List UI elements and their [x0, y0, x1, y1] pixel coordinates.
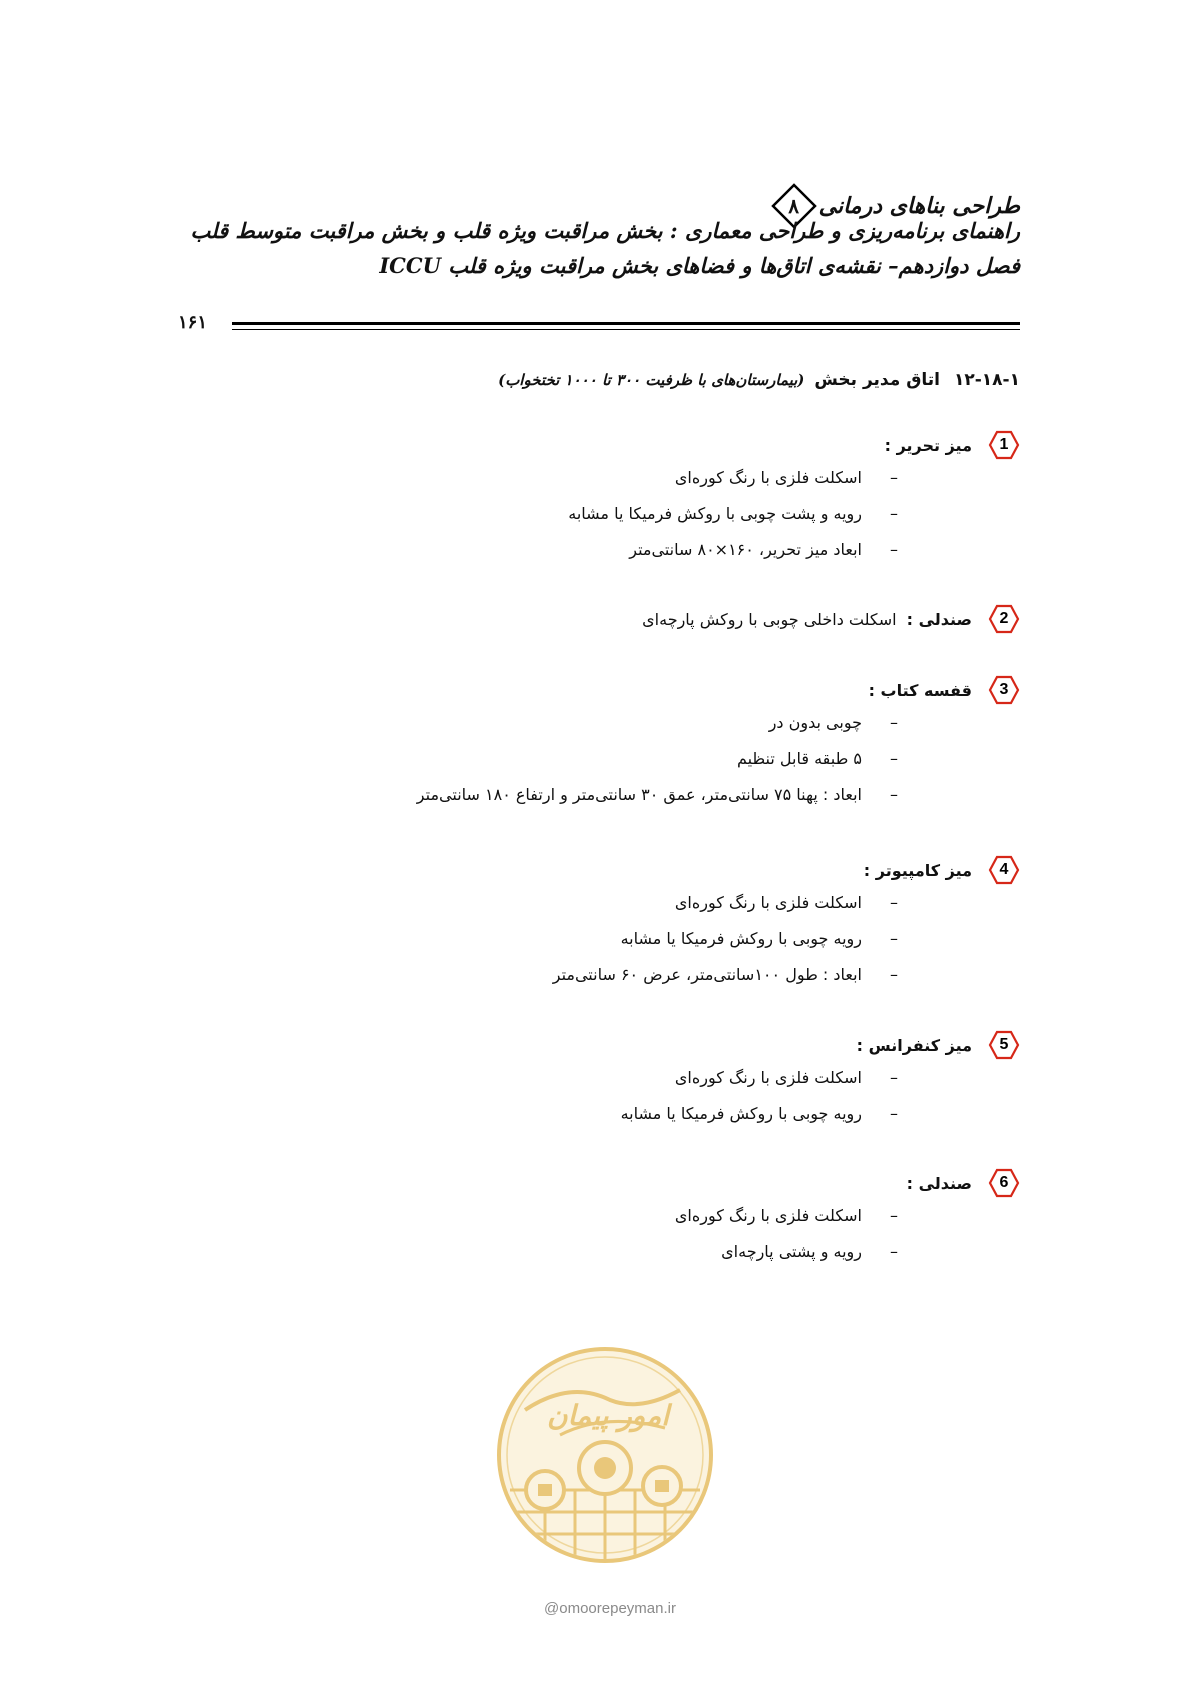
number-badge	[988, 430, 1020, 460]
bullet-dash: –	[890, 893, 898, 912]
bullet-item	[417, 741, 898, 777]
bullet-text: رویه چوبی با روکش فرمیکا یا مشابه	[620, 929, 862, 948]
item-heading	[553, 855, 1020, 885]
number-badge	[988, 1168, 1020, 1198]
badge-number: 6	[999, 1174, 1009, 1191]
bullet-dash: –	[890, 749, 898, 768]
item-bullets	[553, 885, 898, 993]
badge-number: 4	[999, 861, 1009, 878]
item-heading	[675, 1168, 1020, 1198]
bullet-dash: –	[890, 929, 898, 948]
badge-number: 3	[999, 681, 1009, 698]
bullet-dash: –	[890, 965, 898, 984]
watermark-logo	[490, 1340, 720, 1570]
bullet-item	[621, 1096, 898, 1132]
bullet-item	[417, 705, 898, 741]
furniture-item	[568, 430, 1020, 568]
bullet-text: اسکلت فلزی با رنگ کوره‌ای	[674, 1068, 862, 1087]
item-heading	[621, 1030, 1020, 1060]
furniture-item	[553, 855, 1020, 993]
bullet-item	[553, 885, 898, 921]
bullet-text: اسکلت فلزی با رنگ کوره‌ای	[674, 1206, 862, 1225]
bullet-item	[553, 921, 898, 957]
bullet-item	[417, 777, 898, 813]
item-bullets	[675, 1198, 898, 1270]
bullet-item	[675, 1234, 898, 1270]
bullet-text: اسکلت فلزی با رنگ کوره‌ای	[674, 468, 862, 487]
logo-seal-icon	[490, 1340, 720, 1570]
item-title: میز کنفرانس :	[856, 1035, 972, 1055]
bullet-item	[568, 532, 898, 568]
series-number: ۸	[788, 194, 799, 218]
bullet-dash: –	[890, 468, 898, 487]
bullet-dash: –	[890, 1104, 898, 1123]
bullet-text: ابعاد : طول ۱۰۰سانتی‌متر، عرض ۶۰ سانتی‌متر	[552, 965, 862, 984]
bullet-text: ابعاد : پهنا ۷۵ سانتی‌متر، عمق ۳۰ سانتی‌متر و ارتفاع ۱۸۰ سانتی‌متر	[416, 785, 862, 804]
page-number: ۱۶۱	[178, 312, 208, 333]
chapter-title: فصل دوازدهم– نقشه‌ی اتاق‌ها و فضاهای بخش مراقبت ویژه قلب ICCU	[379, 253, 1020, 278]
number-badge	[988, 675, 1020, 705]
item-title: میز تحریر :	[884, 435, 972, 455]
bullet-item	[553, 957, 898, 993]
item-description: اسکلت داخلی چوبی با روکش پارچه‌ای	[642, 609, 897, 629]
number-badge	[988, 1030, 1020, 1060]
logo-text: امور پیمان	[546, 1399, 670, 1432]
item-title: صندلی :	[906, 1173, 972, 1193]
item-bullets	[568, 460, 898, 568]
header-rule	[232, 322, 1020, 330]
watermark-caption: @omoorepeyman.ir	[544, 1600, 676, 1617]
bullet-text: ۵ طبقه قابل تنظیم	[736, 749, 862, 768]
bullet-dash: –	[890, 504, 898, 523]
section-number: ۱۲-۱۸-۱	[954, 370, 1020, 390]
bullet-item	[568, 496, 898, 532]
bullet-item	[621, 1060, 898, 1096]
item-bullets	[417, 705, 898, 813]
item-heading	[642, 604, 1020, 634]
item-title: صندلی :	[906, 609, 972, 629]
series-title: طراحی بناهای درمانی	[818, 193, 1020, 219]
furniture-item	[621, 1030, 1020, 1132]
bullet-dash: –	[890, 713, 898, 732]
badge-number: 2	[999, 610, 1009, 627]
header-subtitle: راهنمای برنامه‌ریزی و طراحی معماری : بخش مراقبت ویژه قلب و بخش مراقبت متوسط قلب	[190, 218, 1020, 243]
section-heading	[498, 370, 1020, 390]
furniture-item	[642, 604, 1020, 634]
bullet-item	[675, 1198, 898, 1234]
item-title: میز کامپیوتر :	[863, 860, 972, 880]
bullet-dash: –	[890, 540, 898, 559]
bullet-text: رویه چوبی با روکش فرمیکا یا مشابه	[620, 1104, 862, 1123]
bullet-text: رویه و پشت چوبی با روکش فرمیکا یا مشابه	[568, 504, 862, 523]
bullet-text: ابعاد میز تحریر، ۱۶۰×۸۰ سانتی‌متر	[629, 540, 862, 559]
bullet-dash: –	[890, 1242, 898, 1261]
bullet-dash: –	[890, 785, 898, 804]
number-badge	[988, 855, 1020, 885]
furniture-item	[417, 675, 1020, 813]
bullet-text: اسکلت فلزی با رنگ کوره‌ای	[674, 893, 862, 912]
section-note: (بیمارستان‌های با ظرفیت ۳۰۰ تا ۱۰۰۰ تختخواب)	[498, 371, 805, 389]
badge-number: 5	[999, 1036, 1009, 1053]
item-bullets	[621, 1060, 898, 1132]
item-title: قفسه کتاب :	[868, 680, 972, 700]
bullet-dash: –	[890, 1206, 898, 1225]
item-heading	[417, 675, 1020, 705]
furniture-item	[675, 1168, 1020, 1270]
bullet-dash: –	[890, 1068, 898, 1087]
bullet-item	[568, 460, 898, 496]
item-heading	[568, 430, 1020, 460]
bullet-text: چوبی بدون در	[768, 713, 862, 732]
badge-number: 1	[999, 436, 1009, 453]
bullet-text: رویه و پشتی پارچه‌ای	[721, 1242, 862, 1261]
number-badge	[988, 604, 1020, 634]
section-title: اتاق مدیر بخش	[814, 370, 940, 390]
